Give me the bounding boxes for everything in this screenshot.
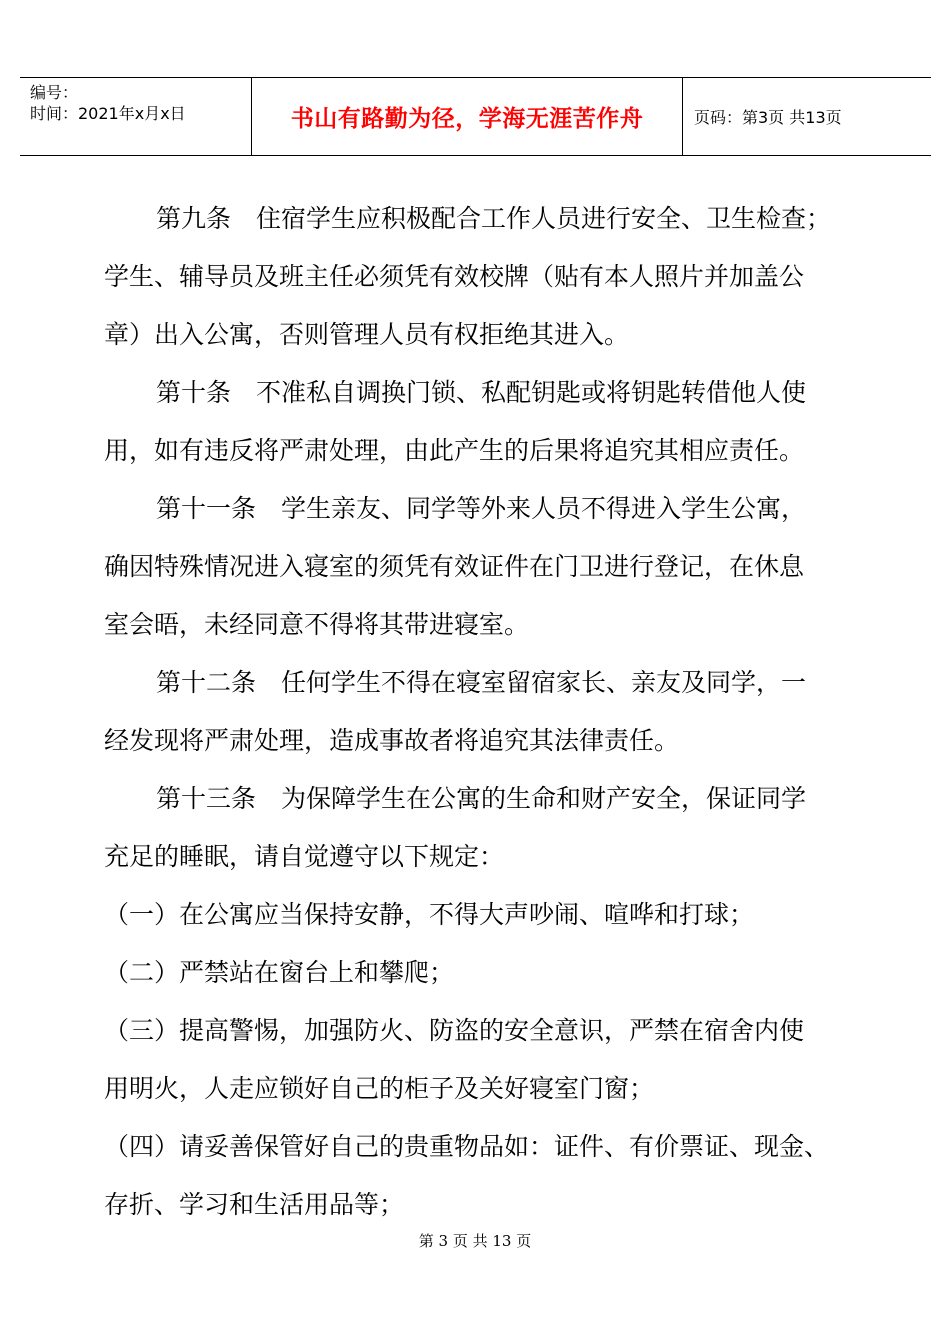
body-line: 用明火，人走应锁好自己的柜子及关好寝室门窗； [104,1074,655,1103]
body-line: 第九条 住宿学生应积极配合工作人员进行安全、卫生检查； [156,204,832,233]
page-header [20,77,931,156]
body-line: 第十二条 任何学生不得在寝室留宿家长、亲友及同学，一 [156,668,807,697]
body-line: 室会晤，未经同意不得将其带进寝室。 [104,610,530,639]
body-line: 存折、学习和生活用品等； [104,1190,405,1219]
body-line: 经发现将严肃处理，造成事故者将追究其法律责任。 [104,726,680,755]
body-line: 章）出入公寓，否则管理人员有权拒绝其进入。 [104,320,630,349]
header-divider [682,78,683,155]
header-motto: 书山有路勤为径，学海无涯苦作舟 [290,106,644,132]
page-footer: 第 3 页 共 13 页 [418,1232,532,1250]
header-page-label: 页码：第3页 共13页 [694,108,842,127]
body-line: 第十一条 学生亲友、同学等外来人员不得进入学生公寓， [156,494,807,523]
body-line: 用，如有违反将严肃处理，由此产生的后果将追究其相应责任。 [104,436,805,465]
body-line: 学生、辅导员及班主任必须凭有效校牌（贴有本人照片并加盖公 [104,262,805,291]
body-line: （二）严禁站在窗台上和攀爬； [104,958,455,987]
body-line: 充足的睡眠，请自觉遵守以下规定： [104,842,505,871]
body-line: （四）请妥善保管好自己的贵重物品如：证件、有价票证、现金、 [104,1132,830,1161]
body-line: 确因特殊情况进入寝室的须凭有效证件在门卫进行登记，在休息 [104,552,805,581]
body-line: （一）在公寓应当保持安静，不得大声吵闹、喧哗和打球； [104,900,755,929]
body-line: （三）提高警惕，加强防火、防盗的安全意识，严禁在宿舍内使 [104,1016,805,1045]
body-line: 第十条 不准私自调换门锁、私配钥匙或将钥匙转借他人使 [156,378,807,407]
document-time-label: 时间：2021年x月x日 [30,104,186,123]
header-meta [30,82,186,124]
document-number-label: 编号： [30,83,79,102]
document-body [104,190,864,1234]
body-line: 第十三条 为保障学生在公寓的生命和财产安全，保证同学 [156,784,807,813]
